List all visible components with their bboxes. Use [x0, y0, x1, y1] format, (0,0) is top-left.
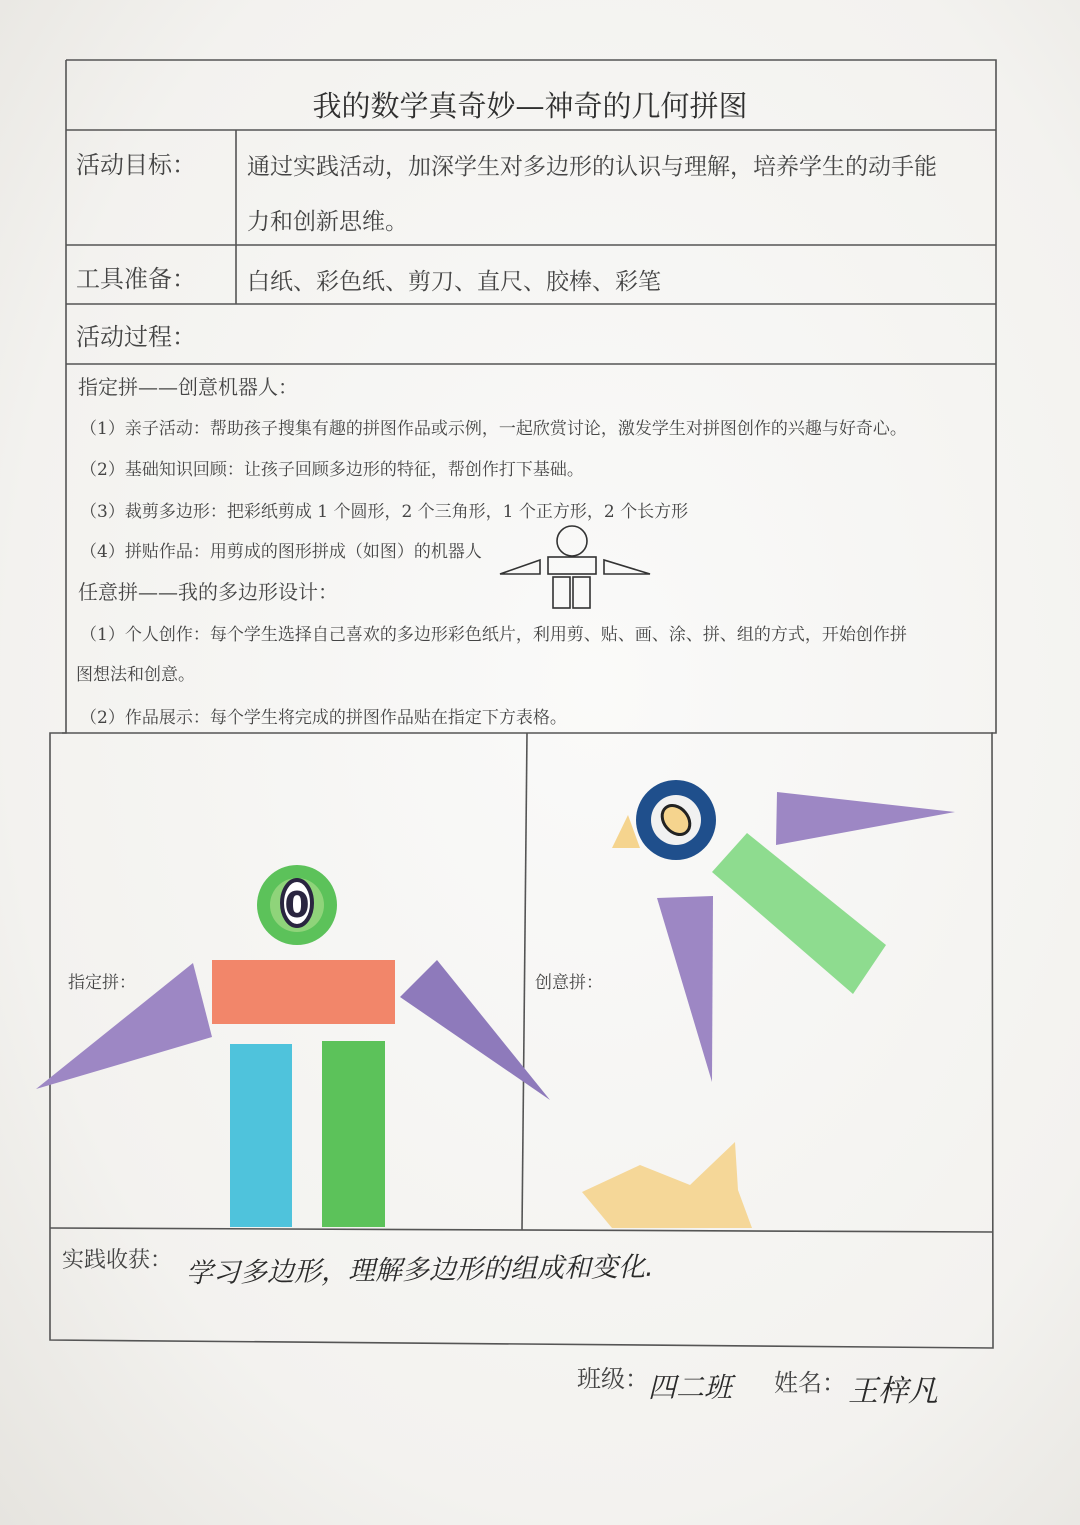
process-label: 活动过程：: [76, 323, 196, 351]
bird-beak: [612, 815, 640, 848]
worksheet-title: 我的数学真奇妙—神奇的几何拼图: [312, 89, 748, 123]
tools-text: 白纸、彩色纸、剪刀、直尺、胶棒、彩笔: [247, 269, 661, 295]
name-value: 王梓凡: [848, 1374, 938, 1409]
bird-collage: [582, 780, 955, 1228]
diagram-left-triangle: [500, 560, 540, 574]
step2-1-line1: （1）个人创作：每个学生选择自己喜欢的多边形彩色纸片，利用剪、贴、画、涂、拼、组的方式，开始创作拼: [80, 625, 907, 645]
goal-label: 活动目标：: [76, 151, 196, 179]
robot-body: [212, 960, 395, 1024]
harvest-handwriting: 学习多边形，理解多边形的组成和变化.: [185, 1251, 654, 1290]
left-artwork-label: 指定拼：: [68, 973, 136, 993]
robot-right-leg: [322, 1041, 385, 1227]
goal-text-line1: 通过实践活动，加深学生对多边形的认识与理解，培养学生的动手能: [247, 154, 937, 180]
robot-badge-digit: 0: [284, 885, 310, 926]
reference-robot-diagram: [500, 526, 650, 608]
robot-right-arm: [400, 960, 550, 1100]
goal-text-line2: 力和创新思维。: [247, 209, 408, 235]
class-value: 四二班: [648, 1371, 733, 1404]
step2-2: （2）作品展示：每个学生将完成的拼图作品贴在指定下方表格。: [80, 708, 567, 728]
harvest-label: 实践收获：: [62, 1248, 173, 1273]
bird-tail-triangle: [657, 896, 713, 1082]
diagram-head-circle: [557, 526, 587, 556]
step1-2: （2）基础知识回顾：让孩子回顾多边形的特征，帮创作打下基础。: [80, 460, 584, 480]
diagram-right-leg: [573, 577, 590, 608]
right-artwork-label: 创意拼：: [535, 973, 603, 993]
class-label: 班级：: [577, 1365, 649, 1393]
robot-left-leg: [230, 1044, 292, 1227]
bird-feet-triangles: [582, 1142, 752, 1228]
bird-wing-triangle: [776, 792, 955, 845]
diagram-left-leg: [553, 577, 570, 608]
step1-1: （1）亲子活动：帮助孩子搜集有趣的拼图作品或示例，一起欣赏讨论，激发学生对拼图创作的兴趣与好奇心。: [80, 419, 907, 439]
step2-1-line2: 图想法和创意。: [76, 665, 195, 685]
diagram-body-rect: [548, 557, 596, 574]
section2-title: 任意拼——我的多边形设计：: [78, 580, 338, 604]
name-label: 姓名：: [774, 1369, 846, 1397]
artwork-column-divider: [522, 733, 527, 1230]
tools-label: 工具准备：: [76, 265, 196, 293]
robot-collage: [36, 865, 550, 1227]
step1-4: （4）拼贴作品：用剪成的图形拼成（如图）的机器人: [80, 542, 482, 562]
step1-3: （3）裁剪多边形：把彩纸剪成 1 个圆形，2 个三角形，1 个正方形，2 个长方形: [80, 502, 689, 522]
section1-title: 指定拼——创意机器人：: [78, 375, 298, 399]
diagram-right-triangle: [604, 560, 650, 574]
bird-body: [712, 833, 886, 994]
